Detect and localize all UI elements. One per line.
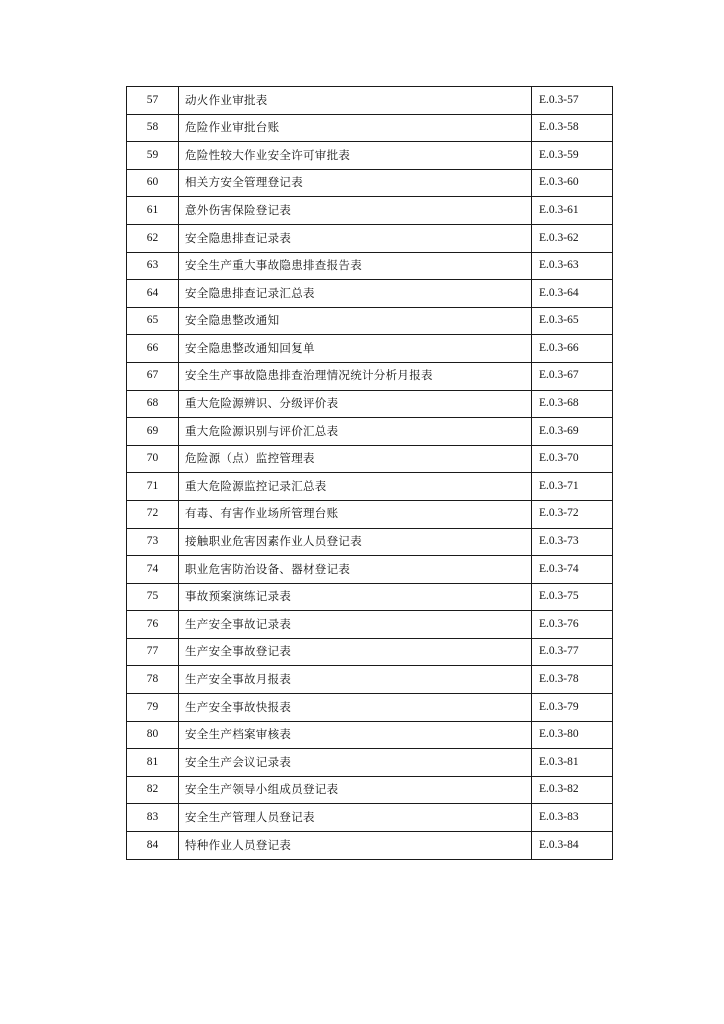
form-code-cell: E.0.3-63 <box>532 252 613 280</box>
row-number-cell: 78 <box>127 666 179 694</box>
table-row <box>127 335 613 363</box>
row-number-cell: 71 <box>127 473 179 501</box>
row-number-cell: 65 <box>127 307 179 335</box>
form-name-cell: 危险源（点）监控管理表 <box>179 445 532 473</box>
row-number-cell: 61 <box>127 197 179 225</box>
row-number-cell: 81 <box>127 749 179 777</box>
form-name-cell: 重大危险源识别与评价汇总表 <box>179 418 532 446</box>
table-row <box>127 528 613 556</box>
table-row <box>127 556 613 584</box>
form-code-cell: E.0.3-81 <box>532 749 613 777</box>
form-name-cell: 安全隐患排查记录表 <box>179 224 532 252</box>
table-row <box>127 694 613 722</box>
table-row <box>127 142 613 170</box>
row-number-cell: 58 <box>127 114 179 142</box>
form-name-cell: 生产安全事故月报表 <box>179 666 532 694</box>
form-code-cell: E.0.3-83 <box>532 804 613 832</box>
form-name-cell: 安全生产档案审核表 <box>179 721 532 749</box>
row-number-cell: 66 <box>127 335 179 363</box>
form-name-cell: 安全生产管理人员登记表 <box>179 804 532 832</box>
form-code-cell: E.0.3-58 <box>532 114 613 142</box>
form-name-cell: 生产安全事故登记表 <box>179 638 532 666</box>
row-number-cell: 79 <box>127 694 179 722</box>
table-row <box>127 666 613 694</box>
form-code-cell: E.0.3-75 <box>532 583 613 611</box>
form-name-cell: 特种作业人员登记表 <box>179 832 532 860</box>
form-code-cell: E.0.3-64 <box>532 280 613 308</box>
table-row <box>127 776 613 804</box>
form-name-cell: 安全生产会议记录表 <box>179 749 532 777</box>
form-name-cell: 生产安全事故记录表 <box>179 611 532 639</box>
row-number-cell: 84 <box>127 832 179 860</box>
form-name-cell: 接触职业危害因素作业人员登记表 <box>179 528 532 556</box>
table-row <box>127 583 613 611</box>
form-code-cell: E.0.3-80 <box>532 721 613 749</box>
table-row <box>127 362 613 390</box>
form-code-cell: E.0.3-79 <box>532 694 613 722</box>
form-list-body <box>127 87 613 860</box>
form-code-cell: E.0.3-62 <box>532 224 613 252</box>
row-number-cell: 64 <box>127 280 179 308</box>
row-number-cell: 62 <box>127 224 179 252</box>
form-name-cell: 安全隐患整改通知回复单 <box>179 335 532 363</box>
form-name-cell: 安全隐患排查记录汇总表 <box>179 280 532 308</box>
table-row <box>127 87 613 115</box>
table-row <box>127 473 613 501</box>
table-row <box>127 445 613 473</box>
table-row <box>127 804 613 832</box>
form-name-cell: 事故预案演练记录表 <box>179 583 532 611</box>
form-name-cell: 安全隐患整改通知 <box>179 307 532 335</box>
form-name-cell: 安全生产事故隐患排查治理情况统计分析月报表 <box>179 362 532 390</box>
form-code-cell: E.0.3-69 <box>532 418 613 446</box>
form-code-cell: E.0.3-61 <box>532 197 613 225</box>
row-number-cell: 67 <box>127 362 179 390</box>
row-number-cell: 60 <box>127 169 179 197</box>
table-row <box>127 721 613 749</box>
form-name-cell: 重大危险源监控记录汇总表 <box>179 473 532 501</box>
form-code-cell: E.0.3-65 <box>532 307 613 335</box>
row-number-cell: 74 <box>127 556 179 584</box>
form-code-cell: E.0.3-72 <box>532 500 613 528</box>
form-name-cell: 职业危害防治设备、器材登记表 <box>179 556 532 584</box>
form-code-cell: E.0.3-73 <box>532 528 613 556</box>
form-code-cell: E.0.3-78 <box>532 666 613 694</box>
table-row <box>127 224 613 252</box>
form-list-table <box>126 86 613 860</box>
row-number-cell: 83 <box>127 804 179 832</box>
table-row <box>127 390 613 418</box>
table-row <box>127 280 613 308</box>
table-row <box>127 638 613 666</box>
row-number-cell: 77 <box>127 638 179 666</box>
form-code-cell: E.0.3-68 <box>532 390 613 418</box>
form-code-cell: E.0.3-57 <box>532 87 613 115</box>
row-number-cell: 82 <box>127 776 179 804</box>
row-number-cell: 59 <box>127 142 179 170</box>
table-row <box>127 197 613 225</box>
form-code-cell: E.0.3-66 <box>532 335 613 363</box>
row-number-cell: 70 <box>127 445 179 473</box>
form-name-cell: 危险作业审批台账 <box>179 114 532 142</box>
table-row <box>127 307 613 335</box>
form-code-cell: E.0.3-82 <box>532 776 613 804</box>
row-number-cell: 68 <box>127 390 179 418</box>
form-name-cell: 动火作业审批表 <box>179 87 532 115</box>
row-number-cell: 73 <box>127 528 179 556</box>
table-row <box>127 418 613 446</box>
form-code-cell: E.0.3-67 <box>532 362 613 390</box>
form-name-cell: 相关方安全管理登记表 <box>179 169 532 197</box>
form-code-cell: E.0.3-70 <box>532 445 613 473</box>
form-code-cell: E.0.3-71 <box>532 473 613 501</box>
form-name-cell: 危险性较大作业安全许可审批表 <box>179 142 532 170</box>
form-name-cell: 生产安全事故快报表 <box>179 694 532 722</box>
form-code-cell: E.0.3-76 <box>532 611 613 639</box>
form-code-cell: E.0.3-77 <box>532 638 613 666</box>
form-name-cell: 重大危险源辨识、分级评价表 <box>179 390 532 418</box>
form-name-cell: 安全生产领导小组成员登记表 <box>179 776 532 804</box>
table-row <box>127 611 613 639</box>
row-number-cell: 75 <box>127 583 179 611</box>
form-code-cell: E.0.3-60 <box>532 169 613 197</box>
row-number-cell: 76 <box>127 611 179 639</box>
table-row <box>127 749 613 777</box>
table-row <box>127 832 613 860</box>
table-row <box>127 500 613 528</box>
table-row <box>127 252 613 280</box>
row-number-cell: 72 <box>127 500 179 528</box>
row-number-cell: 57 <box>127 87 179 115</box>
table-row <box>127 114 613 142</box>
form-code-cell: E.0.3-84 <box>532 832 613 860</box>
form-name-cell: 有毒、有害作业场所管理台账 <box>179 500 532 528</box>
row-number-cell: 69 <box>127 418 179 446</box>
table-row <box>127 169 613 197</box>
row-number-cell: 63 <box>127 252 179 280</box>
form-code-cell: E.0.3-74 <box>532 556 613 584</box>
form-code-cell: E.0.3-59 <box>532 142 613 170</box>
form-name-cell: 意外伤害保险登记表 <box>179 197 532 225</box>
row-number-cell: 80 <box>127 721 179 749</box>
form-name-cell: 安全生产重大事故隐患排查报告表 <box>179 252 532 280</box>
